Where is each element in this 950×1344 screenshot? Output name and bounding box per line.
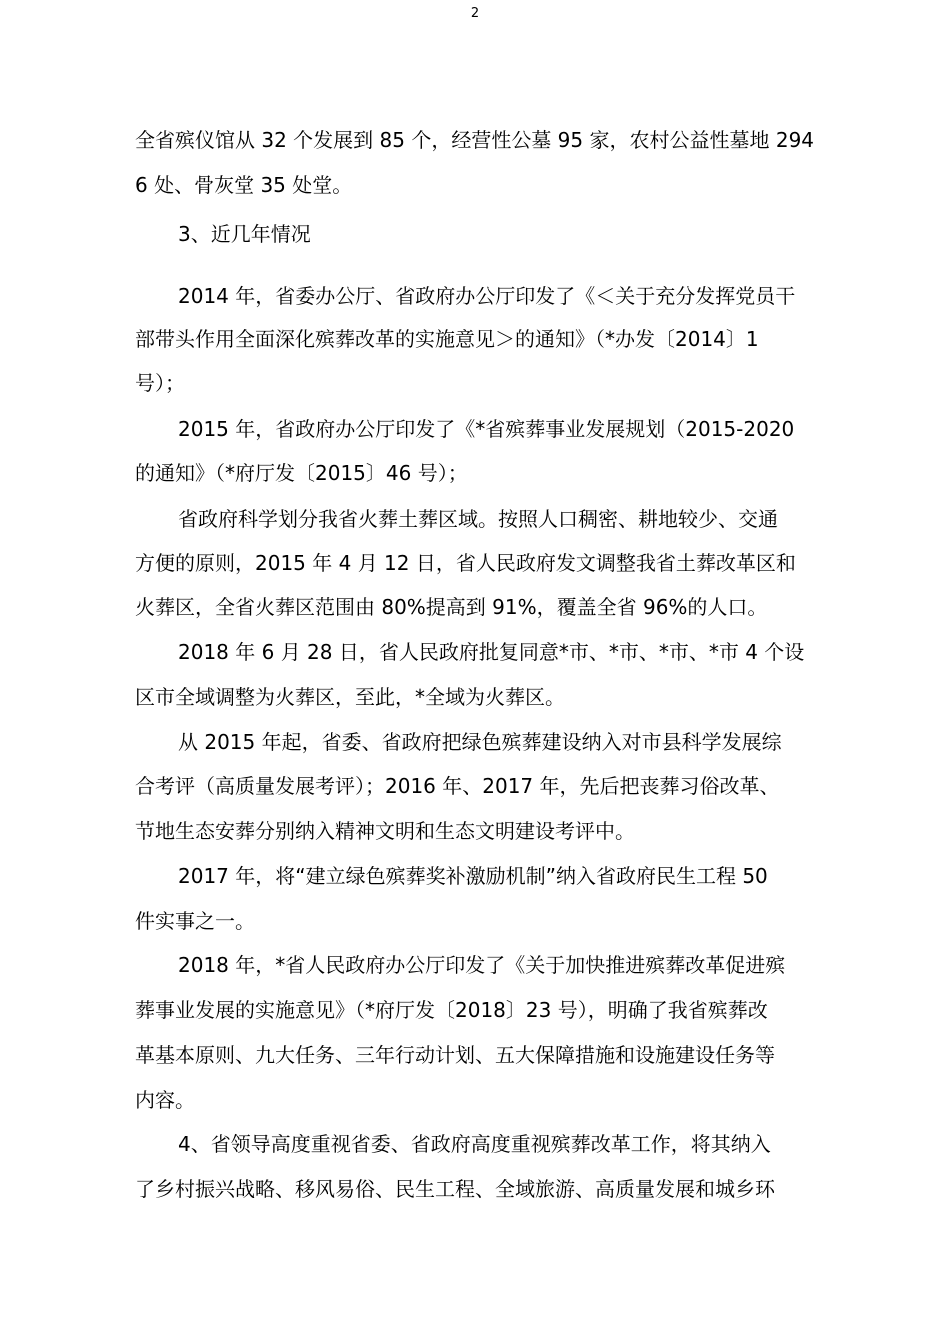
text-line: 葬事业发展的实施意见》（*府厅发〔2018〕23 号），明确了我省殡葬改 [135,998,768,1022]
text-line: 2018 年 6 月 28 日，省人民政府批复同意*市、*市、*市、*市 4 个设 [178,640,805,664]
text-line: 件实事之一。 [135,909,255,933]
text-line: 革基本原则、九大任务、三年行动计划、五大保障措施和设施建设任务等 [135,1043,775,1067]
text-line: 号）； [135,371,185,395]
text-line: 节地生态安葬分别纳入精神文明和生态文明建设考评中。 [135,819,635,843]
text-line: 的通知》（*府厅发〔2015〕46 号）； [135,461,468,485]
text-line: 部带头作用全面深化殡葬改革的实施意见＞的通知》（*办发〔2014〕1 [135,327,759,351]
text-line: 从 2015 年起，省委、省政府把绿色殡葬建设纳入对市县科学发展综 [178,730,782,754]
text-line: 火葬区，全省火葬区范围由 80%提高到 91%，覆盖全省 96%的人口。 [135,595,768,619]
text-line: 省政府科学划分我省火葬土葬区域。按照人口稠密、耕地较少、交通 [178,507,778,531]
text-line: 区市全域调整为火葬区，至此，*全域为火葬区。 [135,685,565,709]
text-line: 合考评（高质量发展考评）；2016 年、2017 年，先后把丧葬习俗改革、 [135,774,780,798]
text-line: 2018 年，*省人民政府办公厅印发了《关于加快推进殡葬改革促进殡 [178,953,786,977]
text-line: 2017 年，将“建立绿色殡葬奖补激励机制”纳入省政府民生工程 50 [178,864,768,888]
text-line: 6 处、骨灰堂 35 处堂。 [135,173,353,197]
text-line: 方便的原则，2015 年 4 月 12 日，省人民政府发文调整我省土葬改革区和 [135,551,796,575]
text-line: 全省殡仪馆从 32 个发展到 85 个，经营性公墓 95 家，农村公益性墓地 294 [135,128,815,152]
text-line: 2014 年，省委办公厅、省政府办公厅印发了《＜关于充分发挥党员干 [178,284,796,308]
text-line: 内容。 [135,1088,195,1112]
text-line: 2015 年，省政府办公厅印发了《*省殡葬事业发展规划（2015-2020 [178,417,795,441]
section-heading: 3、近几年情况 [178,222,311,246]
section-heading: 4、省领导高度重视省委、省政府高度重视殡葬改革工作，将其纳入 [178,1132,771,1156]
page-number: 2 [470,6,480,21]
text-line: 了乡村振兴战略、移风易俗、民生工程、全域旅游、高质量发展和城乡环 [135,1177,775,1201]
